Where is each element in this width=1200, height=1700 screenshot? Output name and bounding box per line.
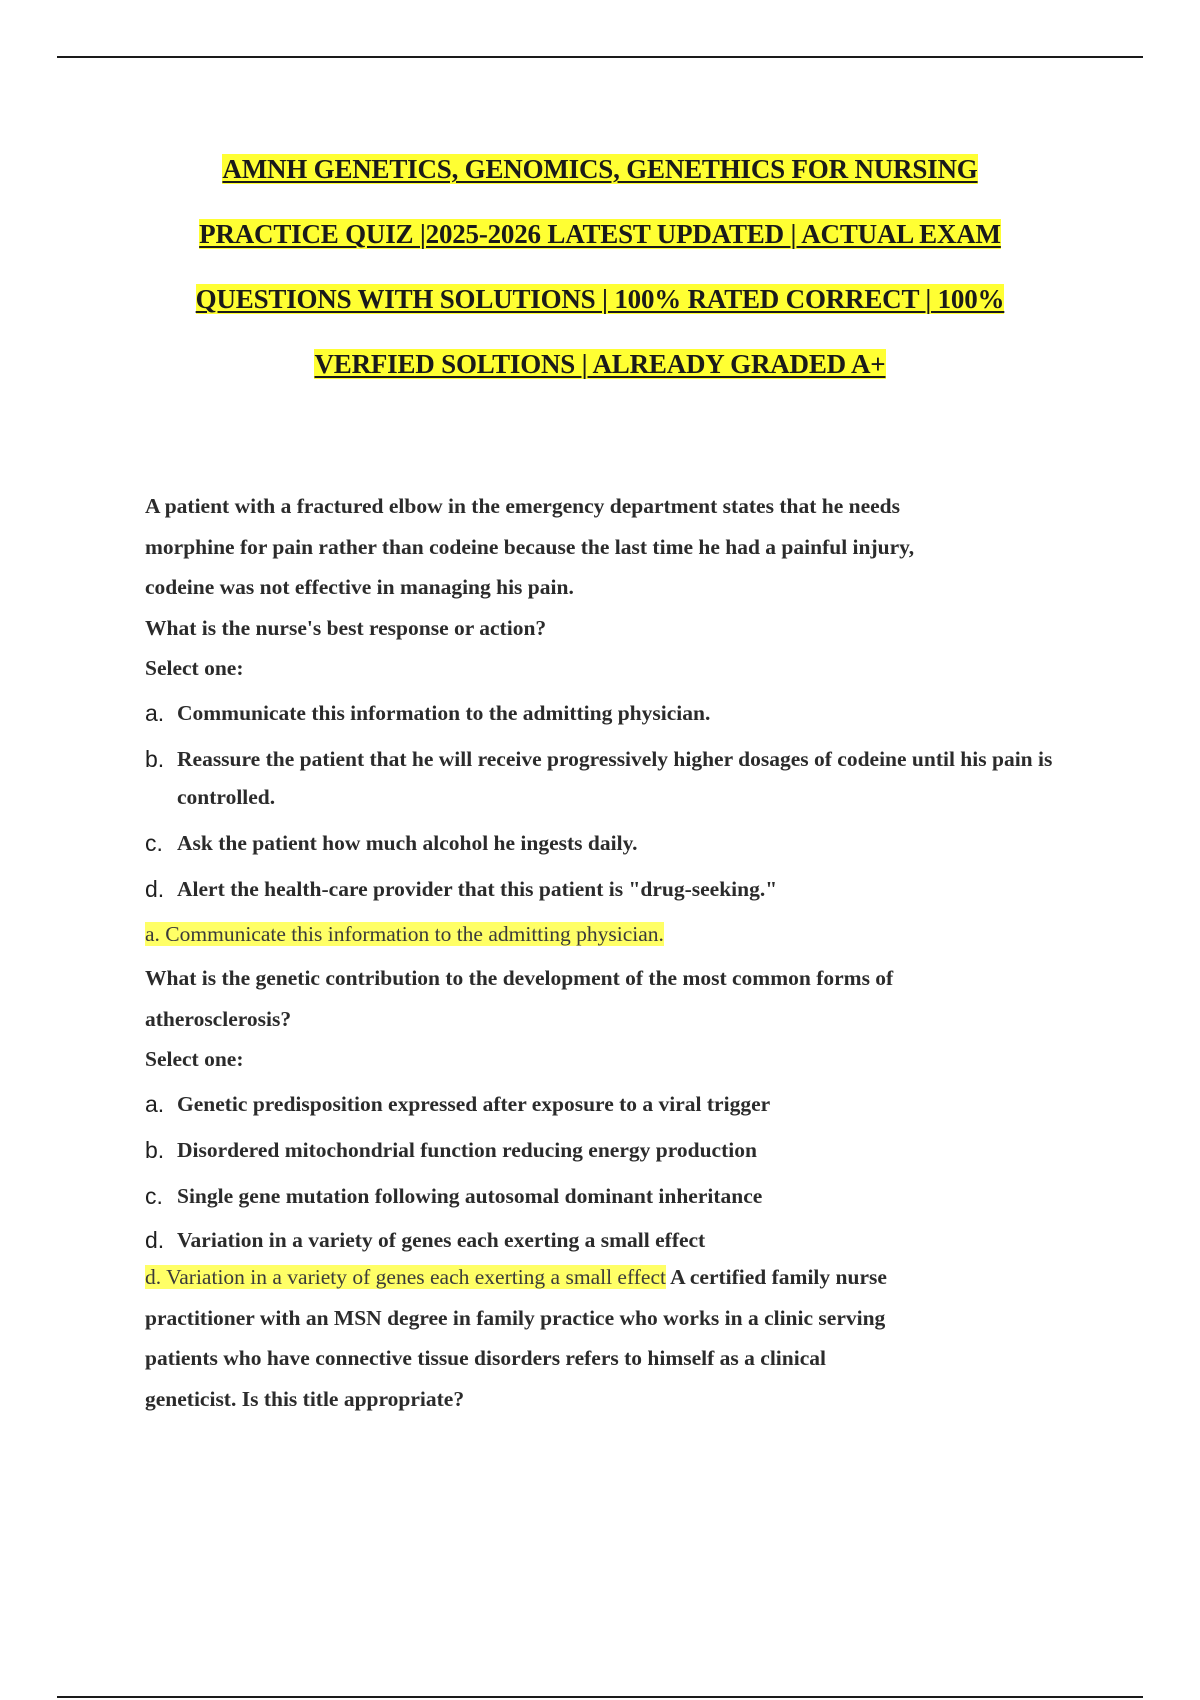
question-1 [145, 486, 1105, 952]
highlighted-answer: d. Variation in a variety of genes each exerting a small effect [145, 1265, 666, 1289]
option-text: Ask the patient how much alcohol he ingests daily. [177, 831, 638, 855]
option-text: Disordered mitochondrial function reducing energy production [177, 1138, 757, 1162]
title-line: AMNH GENETICS, GENOMICS, GENETHICS FOR NURSING [222, 154, 978, 184]
question-stem-line: morphine for pain rather than codeine because the last time he had a painful injury, [145, 534, 915, 559]
answer-line [145, 916, 1105, 952]
option-text: Variation in a variety of genes each exerting a small effect [177, 1228, 706, 1252]
footer-rule [57, 1696, 1143, 1698]
option-text: Communicate this information to the admitting physician. [177, 701, 711, 725]
option-a [145, 694, 1105, 732]
question-3 [145, 1257, 1105, 1419]
select-one-label: Select one: [145, 1047, 244, 1071]
option-letter: d. [145, 1227, 165, 1253]
question-stem-line: codeine was not effective in managing his pain. [145, 575, 574, 599]
question-stem-line: What is the genetic contribution to the development of the most common forms of [145, 966, 894, 990]
option-text: Reassure the patient that he will receive progressively higher dosages of codeine until his pain is controlled. [177, 747, 1053, 809]
option-letter: a. [145, 700, 165, 726]
option-text: Single gene mutation following autosomal dominant inheritance [177, 1184, 763, 1208]
title-line: VERFIED SOLTIONS | ALREADY GRADED A+ [314, 349, 886, 379]
option-letter: c. [145, 830, 163, 856]
question-stem-line: practitioner with an MSN degree in family practice who works in a clinic serving [145, 1305, 886, 1330]
option-b [145, 1131, 1105, 1169]
document-title [0, 150, 1200, 410]
question-stem-line: A patient with a fractured elbow in the emergency department states that he needs [145, 494, 900, 518]
title-line: QUESTIONS WITH SOLUTIONS | 100% RATED CORRECT | 100% [195, 284, 1005, 314]
quiz-content [145, 486, 1105, 1419]
option-a [145, 1085, 1105, 1123]
option-letter: d. [145, 876, 165, 902]
header-rule [57, 56, 1143, 58]
highlighted-answer: a. Communicate this information to the admitting physician. [145, 922, 664, 946]
question-stem-start: A certified family nurse [665, 1265, 887, 1289]
option-b [145, 740, 1105, 816]
option-c [145, 824, 1105, 862]
option-d [145, 870, 1105, 908]
option-letter: b. [145, 1137, 165, 1163]
option-text: Alert the health-care provider that this patient is "drug-seeking." [177, 877, 778, 901]
question-prompt: What is the nurse's best response or action? [145, 615, 547, 640]
question-stem-line: geneticist. Is this title appropriate? [145, 1386, 465, 1411]
select-one-label: Select one: [145, 656, 244, 680]
question-2 [145, 958, 1105, 1257]
question-stem-line: patients who have connective tissue disorders refers to himself as a clinical [145, 1346, 826, 1370]
question-stem-line: atherosclerosis? [145, 1006, 292, 1031]
option-c [145, 1177, 1105, 1215]
title-line: PRACTICE QUIZ |2025-2026 LATEST UPDATED | ACTUAL EXAM [199, 219, 1001, 249]
answer-and-question-line [145, 1257, 1105, 1298]
option-text: Genetic predisposition expressed after exposure to a viral trigger [177, 1092, 771, 1116]
option-d [145, 1223, 1105, 1257]
option-letter: a. [145, 1091, 165, 1117]
option-letter: b. [145, 746, 165, 772]
option-letter: c. [145, 1183, 163, 1209]
